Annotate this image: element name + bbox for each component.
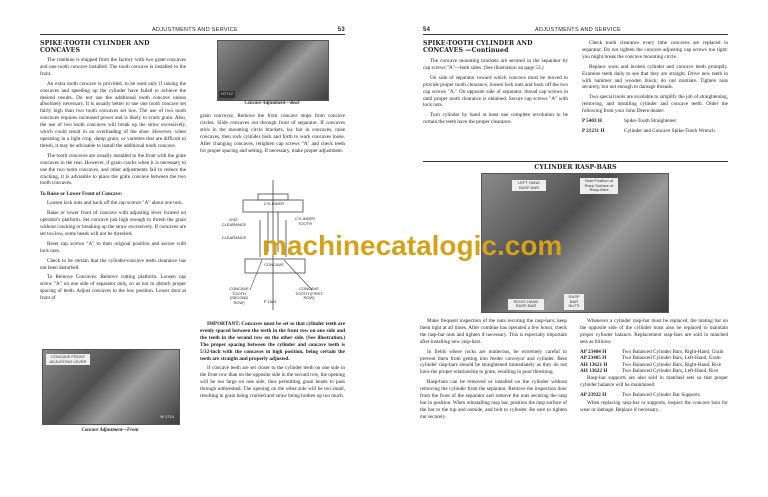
- paragraph: Replace worn and broken cylinder and concave teeth promptly. Examine teeth daily to see that they are straight. Drive new teeth in with hammer and wooden block; do not mutilate. Tighten nuts securely, but not enough to damage threads.: [582, 63, 728, 91]
- section-title: SPIKE-TOOTH CYLINDER AND CONCAVES —Continued: [423, 40, 533, 54]
- page-number: 54: [423, 27, 431, 33]
- tool-item: P 21231 H Cylinder and Concave Spike-Tooth Wrench: [582, 127, 715, 134]
- photo-concave-rear: [217, 40, 329, 101]
- cylinder-tooth-label: CYLINDER TOOTH: [294, 216, 316, 226]
- clearance2-label: CLEARANCE: [221, 235, 247, 240]
- paragraph: Two special tools are available to simplify the job of straightening, removing, and installing cylinder and concave teeth. Order the following from your John Deere dealer:: [582, 94, 728, 115]
- paragraph: Rasp-bar supports are also sold in matched sets so that proper cylinder balance will be maintained.: [580, 375, 728, 388]
- watermark: machinecatalogic.com: [262, 230, 563, 261]
- paragraph: Check tooth clearance every time concaves are replaced in separator. Do not tighten the concave adjusting cap screws too tight: you might break the concave mounting circle.: [582, 40, 728, 60]
- paragraph: If concave teeth are set closer to the cylinder teeth on one side in the front row than on the opposite side in the second row, the opening will be too large on one side, thus permitting grain heads to pass through unthreshed. The opening on the other side will be too small, resulting in grain being cracked and straw being broken up too much.: [200, 365, 345, 400]
- paragraph: Loosen lock nuts and back off the cap screws "A" about one turn.: [47, 200, 183, 207]
- header-title: ADJUSTMENTS AND SERVICE: [152, 27, 238, 33]
- caption-front: Concave Adjustment—Front: [81, 428, 139, 433]
- part-item: AH 13621 H Two Balanced Cylinder Bars, Right-Hand, Rice: [580, 361, 722, 368]
- tool-item: P 5403 H Spike-Tooth Straightener: [582, 118, 677, 125]
- clearance-label: 5/32" CLEARANCE: [221, 217, 247, 227]
- cylinder-label: CYLINDER: [263, 201, 285, 206]
- photo-label-left: LEFT HAND RASP-BAR: [512, 180, 546, 191]
- paragraph: When replacing rasp-bar or supports, inspect the concave bars for wear or damage. Replace if necessary.: [580, 400, 728, 414]
- section-divider: [423, 161, 728, 162]
- header-title: ADJUSTMENTS AND SERVICE: [535, 27, 621, 33]
- subheading: To Raise or Lower Front of Concave:: [40, 191, 123, 198]
- left-col1: [40, 40, 186, 305]
- paragraph: Rasp-bars can be removed or installed on the cylinder without removing the cylinder from the separator. Remove the inspection door from the front of the separator and remove the nuts securing the rasp bar in position. When reinstalling rasp bar, position the rasp surface of the bar to the top and outside, and bolt to cylinder. Be sure to tighten nut securely.: [420, 379, 567, 420]
- paragraph: Make frequent inspection of the nuts securing the rasp-bars; keep them tight at all times. After combine has operated a few hours, check the rasp-bar nuts and tighten if necessary. This is especially important after installing new rasp-bars.: [420, 318, 567, 345]
- paragraph: Reset cap screws "A" to their original position and secure with lock nuts.: [40, 240, 186, 254]
- paragraph: The tooth concaves are usually installed to the front with the grate concaves to the rear. However, if grain cracks when it is necessary to use the two tooth concaves, and other adjustments fail to reduce the cracking, it is advisable to place the grate concave between the two tooth concaves.: [40, 152, 186, 187]
- photo-label: CONCAVE FRONT ADJUSTING LEVER: [46, 354, 90, 365]
- caption-rear: Concave Adjustment—Rear: [244, 101, 300, 106]
- paragraph: Check to be certain that the cylinder-concave teeth clearance has not been disturbed.: [40, 257, 186, 271]
- part-item: AH 13622 H Two Balanced Cylinder Bars, Left-Hand, Rice: [580, 368, 719, 375]
- important-paragraph: IMPORTANT: Concaves must be set so that cylinder teeth are evenly spaced between the teeth in the front row on one side and the teeth in the second row on the other side. (See illustration.) The proper spacing between the cylinder and concave teeth is 5/32-inch with the concaves in high position, being certain the teeth are straight and properly adjusted.: [200, 321, 345, 362]
- left-page-header: [40, 26, 345, 35]
- rasp-title: CYLINDER RASP-BARS: [534, 164, 617, 171]
- photo-label-right: RIGHT-HAND RASP-BAR: [508, 299, 544, 310]
- photo-code: W 1714: [160, 414, 174, 420]
- part-item: AP 23404 H Two Balanced Cylinder Bars, Right-Hand, Grain: [580, 348, 724, 355]
- paragraph: The concave mounting brackets are secured in the separator by cap screws "A"—both sides. (See illustration on page 53.): [423, 58, 568, 71]
- rasp-col2: [580, 318, 728, 417]
- photo-concave-front: [42, 349, 180, 425]
- tooth-second-label: CONCAVE TOOTH (SECOND ROW): [229, 286, 249, 305]
- tooth-first-label: CONCAVE TOOTH (FIRST ROW): [295, 286, 323, 301]
- paragraph: To Remove Concaves: Remove cutting platform. Loosen cap screw "A" on one side of separator only, so as not to disturb proper spacing of teeth. Adjust concaves to the low position. Lower door at front of: [40, 274, 186, 302]
- paragraph: grain conveyor. Remove the front concave stops from concave circles. Slide concaves out through front of separator. If concaves stick in the mounting circle brackets, lay bar in concaves, raise concaves, then rock cylinder back and forth to work concaves loose. After changing concaves, retighten cap screws "A" and check teeth for proper spacing and setting. If necessary, make proper adjustment.: [200, 113, 345, 154]
- right-col1: [423, 40, 568, 129]
- concave-label: CONCAVE: [264, 262, 284, 267]
- paragraph: An extra tooth concave is provided, to be used only if raising the concaves and speeding up the cylinder have failed to achieve the desired results. Do not use the additional tooth concave unless absolutely necessary. It is usually better to use one tooth concave set fairly high than two tooth concaves set low. The use of two tooth concaves requires increased power and is likely to crack grain. Also, the use of two tooth concaves will break up the straw excessively, which could result in an overloading of the shoe. However, when operating in a light crop, damp grain, or varieties that are difficult to thresh, it may be advisable to install the additional tooth concave.: [40, 80, 186, 149]
- section-title: SPIKE-TOOTH CYLINDER AND CONCAVES: [40, 40, 150, 54]
- paragraph: The combine is shipped from the factory with two grate concaves and one tooth concave installed. The tooth concave is installed to the front.: [40, 57, 186, 77]
- part-item: AP 23922 H Two Balanced Cylinder Bar Supports: [580, 391, 700, 398]
- photo-label-nuts: RASP BAR NUTS: [564, 294, 584, 310]
- left-col2-bottom: [200, 321, 345, 403]
- paragraph: In fields where rocks are numerous, be extremely careful to prevent them from getting into feeder conveyor and cylinder. Bent cylinder rasp-bars should be straightened immediately as they do not have the proper relationship to grate, resulting in poor threshing.: [420, 348, 567, 376]
- right-col2: [582, 40, 728, 134]
- diagram-code: P 1523: [263, 299, 277, 304]
- paragraph: On side of separator toward which concave must be moved to provide proper tooth clearance, loosen lock nuts and back off the two cap screws "A." On opposite side of separator, thread cap screws in until proper tooth clearance is obtained. Secure cap screws "A" with lock nuts.: [423, 74, 568, 109]
- photo-code: H7712: [221, 91, 233, 97]
- part-item: AP 23405 H Two Balanced Cylinder Bars, Left-Hand, Grain: [580, 355, 721, 362]
- paragraph: Raise or lower front of concave with adjusting lever located on operator's platform. Set concave just high enough to thresh the grain without cracking or breaking up the straw excessively. If concaves are set too low, some heads will not be threshed.: [40, 210, 186, 237]
- photo-label-note: Note Position of Rasp Surface of Rasp-Bars: [580, 178, 618, 194]
- paragraph: Whenever a cylinder rasp-bar must be replaced, the mating bar on the opposite side of the cylinder must also be replaced to maintain proper cylinder balance. Replacement rasp-bars are sold in matched sets as follows:: [580, 318, 728, 345]
- paragraph: Turn cylinder by hand at least one complete revolution to be certain the teeth have the proper clearance.: [423, 112, 568, 126]
- page-number: 53: [337, 27, 345, 33]
- rasp-col1: [420, 318, 567, 424]
- right-page-header: [423, 26, 728, 35]
- left-col2: [200, 113, 345, 157]
